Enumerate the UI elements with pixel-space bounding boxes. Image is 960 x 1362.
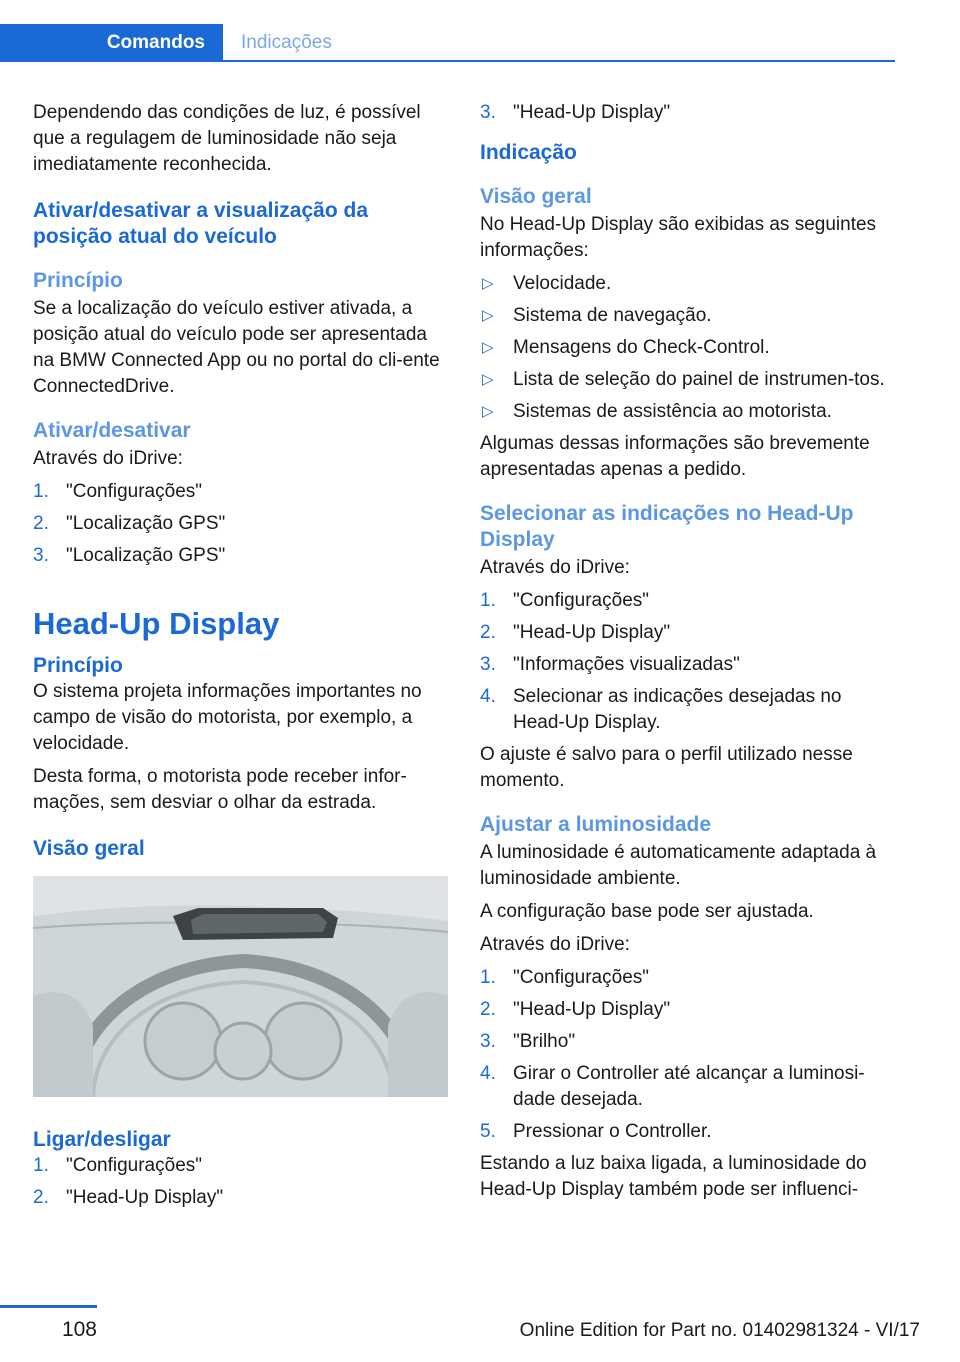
triangle-bullet-icon: ▷ bbox=[482, 275, 494, 292]
step-text: Girar o Controller até alcançar a luminosi-dade desejada. bbox=[513, 1063, 865, 1110]
step-number: 3. bbox=[480, 654, 496, 675]
list-item bbox=[480, 399, 898, 425]
triangle-bullet-icon: ▷ bbox=[482, 371, 494, 388]
some-info-paragraph: Algumas dessas informações são brevemente apresentadas apenas a pedido. bbox=[480, 433, 870, 480]
dashboard-illustration bbox=[33, 876, 448, 1097]
step-number: 2. bbox=[33, 513, 49, 534]
list-item bbox=[480, 303, 898, 329]
step-number: 1. bbox=[33, 481, 49, 502]
heading-select: Selecionar as indicações no Head-Up Display bbox=[480, 502, 854, 551]
triangle-bullet-icon: ▷ bbox=[482, 339, 494, 356]
step-number: 3. bbox=[33, 545, 49, 566]
tab-comandos[interactable]: Comandos bbox=[0, 24, 223, 62]
steps-onoff bbox=[33, 1153, 448, 1211]
step-number: 4. bbox=[480, 1063, 496, 1084]
list-item bbox=[480, 997, 898, 1023]
triangle-bullet-icon: ▷ bbox=[482, 403, 494, 420]
heading-principle: Princípio bbox=[33, 269, 123, 292]
step-number: 1. bbox=[480, 967, 496, 988]
step-text: "Configurações" bbox=[66, 481, 203, 502]
list-item bbox=[480, 652, 898, 678]
hud-paragraph-2: Desta forma, o motorista pode receber infor-mações, sem desviar o olhar da estrada. bbox=[33, 766, 407, 813]
heading-brightness: Ajustar a luminosidade bbox=[480, 813, 712, 836]
dashboard-image bbox=[33, 876, 448, 1097]
heading-hud: Head-Up Display bbox=[33, 606, 280, 641]
intro-paragraph: Dependendo das condições de luz, é possível que a regulagem de luminosidade não seja imediatamente reconhecida. bbox=[33, 102, 421, 175]
heading-position: Ativar/desativar a visualização da posição atual do veículo bbox=[33, 199, 369, 248]
step-number: 3. bbox=[480, 1031, 496, 1052]
final-paragraph: Estando a luz baixa ligada, a luminosidade do Head-Up Display também pode ser influenci- bbox=[480, 1153, 867, 1200]
list-item bbox=[480, 684, 898, 736]
list-item bbox=[33, 543, 448, 569]
heading-overview-right: Visão geral bbox=[480, 185, 592, 208]
step-text: "Head-Up Display" bbox=[513, 102, 671, 123]
overview-paragraph: No Head-Up Display são exibidas as seguintes informações: bbox=[480, 214, 877, 261]
heading-toggle: Ativar/desativar bbox=[33, 419, 191, 442]
header-divider bbox=[0, 60, 895, 62]
list-item bbox=[480, 271, 898, 297]
step-text: "Localização GPS" bbox=[66, 513, 226, 534]
list-item bbox=[480, 588, 898, 614]
step-text: "Brilho" bbox=[513, 1031, 576, 1052]
step-number: 2. bbox=[33, 1187, 49, 1208]
steps-brightness bbox=[480, 965, 898, 1145]
auto-paragraph: A luminosidade é automaticamente adaptada à luminosidade ambiente. bbox=[480, 842, 877, 889]
step-number: 5. bbox=[480, 1121, 496, 1142]
list-item bbox=[480, 1061, 898, 1113]
list-item bbox=[480, 1119, 898, 1145]
step-text: "Configurações" bbox=[66, 1155, 203, 1176]
triangle-bullet-icon: ▷ bbox=[482, 307, 494, 324]
step-number: 2. bbox=[480, 622, 496, 643]
left-column bbox=[33, 100, 448, 1217]
list-item bbox=[480, 620, 898, 646]
steps-onoff-continued bbox=[480, 100, 898, 126]
right-column bbox=[480, 100, 898, 1210]
step-text: Selecionar as indicações desejadas no Head-Up Display. bbox=[513, 686, 842, 733]
step-text: "Localização GPS" bbox=[66, 545, 226, 566]
page-number: 108 bbox=[61, 1318, 97, 1341]
saved-paragraph: O ajuste é salvo para o perfil utilizado nesse momento. bbox=[480, 744, 853, 791]
step-text: "Head-Up Display" bbox=[66, 1187, 224, 1208]
hud-paragraph-1: O sistema projeta informações importantes no campo de visão do motorista, por exemplo, a velocidade. bbox=[33, 681, 422, 754]
step-number: 1. bbox=[480, 590, 496, 611]
list-item bbox=[480, 1029, 898, 1055]
info-bullets bbox=[480, 271, 898, 425]
principle-paragraph: Se a localização do veículo estiver ativada, a posição atual do veículo pode ser apresentada na BMW Connected App ou no portal do cli-ente ConnectedDrive. bbox=[33, 298, 440, 397]
step-number: 3. bbox=[480, 102, 496, 123]
heading-principle-hud: Princípio bbox=[33, 654, 123, 677]
base-paragraph: A configuração base pode ser ajustada. bbox=[480, 901, 814, 922]
heading-onoff: Ligar/desligar bbox=[33, 1128, 171, 1151]
idrive-paragraph: Através do iDrive: bbox=[480, 557, 630, 578]
step-number: 1. bbox=[33, 1155, 49, 1176]
step-text: Pressionar o Controller. bbox=[513, 1121, 712, 1142]
step-text: "Informações visualizadas" bbox=[513, 654, 740, 675]
step-text: "Configurações" bbox=[513, 590, 650, 611]
step-number: 2. bbox=[480, 999, 496, 1020]
list-item bbox=[480, 335, 898, 361]
list-item bbox=[33, 1153, 448, 1179]
bullet-text: Velocidade. bbox=[513, 273, 612, 294]
footer-divider bbox=[0, 1305, 97, 1308]
bullet-text: Sistema de navegação. bbox=[513, 305, 712, 326]
list-item bbox=[33, 479, 448, 505]
list-item bbox=[480, 367, 898, 393]
list-item bbox=[480, 100, 898, 126]
list-item bbox=[33, 1185, 448, 1211]
step-number: 4. bbox=[480, 686, 496, 707]
steps-select bbox=[480, 588, 898, 736]
bullet-text: Sistemas de assistência ao motorista. bbox=[513, 401, 832, 422]
heading-indication: Indicação bbox=[480, 141, 577, 164]
step-text: "Head-Up Display" bbox=[513, 622, 671, 643]
step-text: "Configurações" bbox=[513, 967, 650, 988]
heading-overview: Visão geral bbox=[33, 837, 145, 860]
edition-text: Online Edition for Part no. 01402981324 - VI/17 bbox=[519, 1320, 920, 1341]
list-item bbox=[33, 511, 448, 537]
step-text: "Head-Up Display" bbox=[513, 999, 671, 1020]
idrive-paragraph-2: Através do iDrive: bbox=[480, 934, 630, 955]
tab-indicacoes[interactable]: Indicações bbox=[241, 32, 332, 53]
bullet-text: Lista de seleção do painel de instrumen-tos. bbox=[513, 369, 885, 390]
bullet-text: Mensagens do Check-Control. bbox=[513, 337, 770, 358]
list-item bbox=[480, 965, 898, 991]
idrive-paragraph: Através do iDrive: bbox=[33, 448, 183, 469]
steps-gps bbox=[33, 479, 448, 569]
